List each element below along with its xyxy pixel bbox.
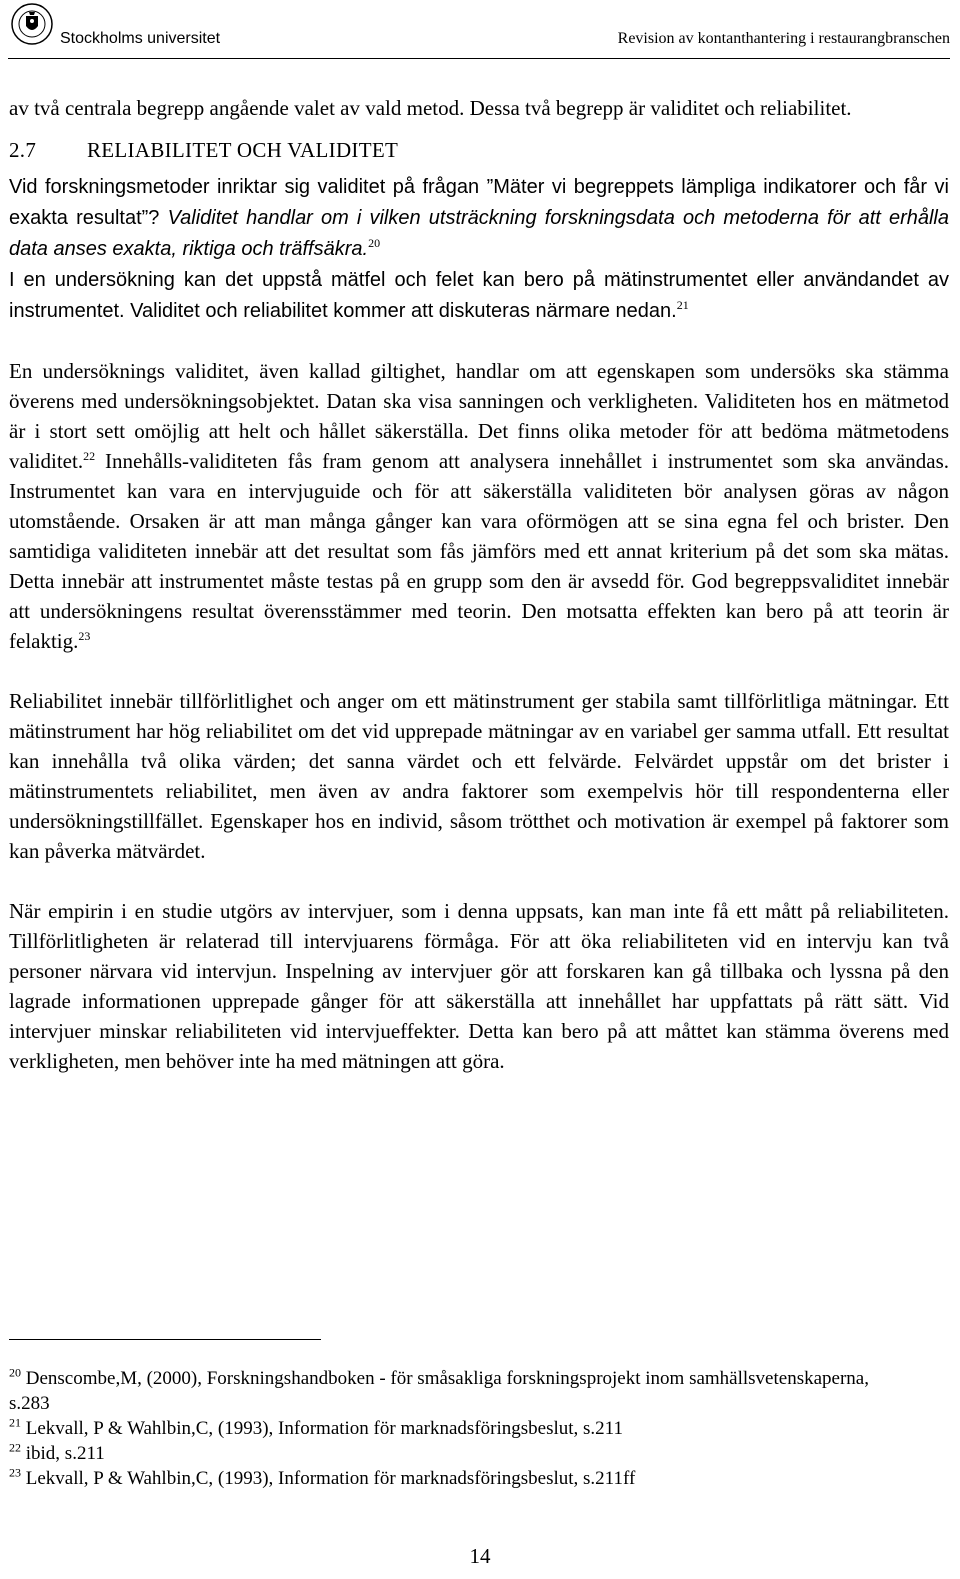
university-name: Stockholms universitet [60,30,221,47]
footnotes [9,1366,909,1491]
footnote-divider [9,1339,321,1340]
footnote-number: 20 [9,1365,21,1380]
header-divider [8,58,950,59]
document-title: Revision av kontanthantering i restaurangbranschen [617,30,950,47]
footnote-text: Lekvall, P & Wahlbin,C, (1993), Information för marknadsföringsbeslut, s.211ff [25,1468,636,1489]
footnote-22 [9,1441,909,1466]
footnote-21 [9,1416,909,1441]
footnote-ref-20[interactable]: 20 [368,236,381,250]
reliability-paragraph: Reliabilitet innebär tillförlitlighet och anger om ett mätinstrument ger stabila samt tillförlitliga mätningar. Ett mätinstrument har hög reliabilitet om det vid upprepade mätningar av en variabel ger samma utfall. Ett resultat kan innehålla två olika värden; det sanna värdet och ett felvärde. Felvärdet uppstår om det brister i mätinstrumentets reliabilitet, men även av andra faktorer som exempelvis hör till respondenterna eller undersökningstillfället. Egenskaper hos en individ, såsom trötthet och motivation är exempel på faktorer som kan påverka mätvärdet. [9,689,949,863]
section-heading [9,135,949,165]
measurement-error-text: I en undersökning kan det uppstå mätfel och felet kan bero på mätinstrumentet eller användandet av instrumentet. Validitet och reliabilitet kommer att diskuteras närmare nedan. [9,269,949,322]
validity-definition: Validitet handlar om i vilken utsträckning forskningsdata och metoderna för att erhålla data anses exakta, riktiga och träffsäkra. [9,207,949,260]
university-seal-icon [8,2,58,46]
validity-methods-text: En undersöknings validitet, även kallad giltighet, handlar om att egenskapen som undersöks ska stämma överens med undersökningsobjektet. Datan ska visa sanningen och verkligheten. Validiteten hos en mätmetod är i stort sett omöjlig att helt och hållet säkerställa. Det finns olika metoder för att bedöma mätmetodens validitet. [9,359,949,473]
footnote-ref-22[interactable]: 22 [83,449,96,463]
footnote-20 [9,1366,909,1416]
footnote-text: Lekvall, P & Wahlbin,C, (1993), Information för marknadsföringsbeslut, s.211 [25,1418,623,1439]
footnote-ref-23[interactable]: 23 [78,629,91,643]
interview-reliability-paragraph: När empirin i en studie utgörs av intervjuer, som i denna uppsats, kan man inte få ett mått på reliabiliteten. Tillförlitligheten är relaterad till intervjuarens förmåga. För att öka reliabiliteten vid en intervju kan två personer närvara vid intervjun. Inspelning av intervjuer gör att forskaren kan gå tillbaka och lyssna på den lagrade informationen upprepade gånger för att säkerställa att innehållet har uppfattats på rätt sätt. Vid intervjuer minskar reliabiliteten vid intervjueffekter. Detta kan bero på att måttet kan stämma överens med verkligheten, men behöver inte ha med mätningen att göra. [9,899,949,1073]
footnote-number: 23 [9,1465,21,1480]
intro-paragraph: av två centrala begrepp angående valet av vald metod. Dessa två begrepp är validitet och reliabilitet. [9,96,852,120]
footnote-number: 22 [9,1440,21,1455]
validity-methods-paragraph [9,356,949,656]
footnote-text: Denscombe,M, (2000), Forskningshandboken - för småsakliga forskningsprojekt inom samhällsvetenskaperna, s.283 [9,1368,869,1414]
main-content [9,93,949,1076]
section-number: 2.7 [9,138,37,162]
page-number: 14 [469,1544,491,1568]
footnote-text: ibid, s.211 [25,1443,105,1464]
section-title: RELIABILITET OCH VALIDITET [87,138,399,162]
footnote-number: 21 [9,1415,21,1430]
page-header [8,2,950,46]
footnote-23 [9,1466,909,1491]
validity-question: Vid forskningsmetoder inriktar sig validitet på frågan ”Mäter vi begreppets lämpliga indikatorer och får vi exakta resultat”? [9,176,949,229]
validity-paragraph [9,171,949,326]
content-validity-text: Innehålls-validiteten fås fram genom att analysera innehållet i instrumentet som ska användas. Instrumentet kan vara en intervjuguide och för att säkerställa validiteten bör analysen göras av någon utomstående. Orsaken är att man många gånger kan vara oförmögen att se sina egna fel och brister. Den samtidiga validiteten innebär att det resultat som fås jämförs med ett annat kriterium på det som ska mätas. Detta innebär att instrumentet måste testas på en grupp som den är avsedd för. God begreppsvaliditet innebär att undersökningens resultat överensstämmer med teorin. Den motsatta effekten kan bero på att teorin är felaktig. [9,449,949,653]
footnote-ref-21[interactable]: 21 [676,298,689,312]
